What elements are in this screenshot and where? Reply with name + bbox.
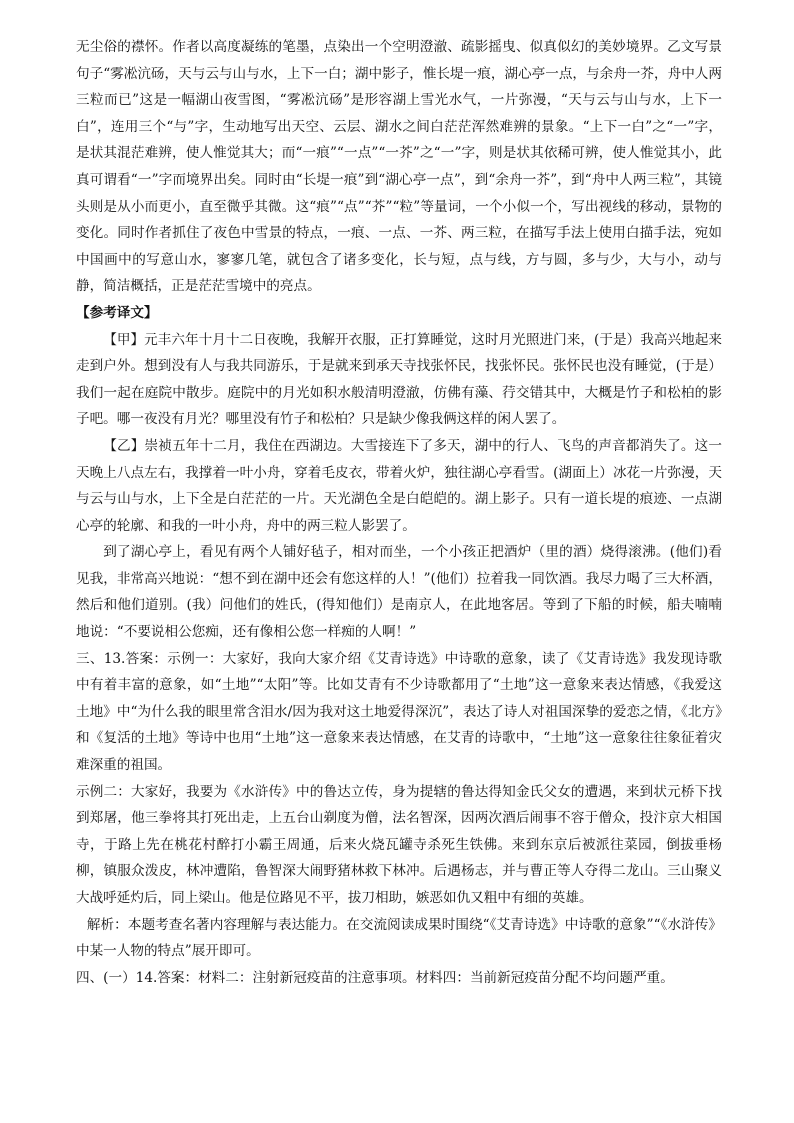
translation-paragraph-a: 【甲】元丰六年十月十二日夜晚，我解开衣服，正打算睡觉，这时月光照进门来，(于是）我高兴地起来走到户外。想到没有人与我共同游乐，于是就来到承天寺找张怀民，找张怀民。张怀民也没有睡觉，(于是）我们一起在庭院中散步。庭院中的月光如积水般清明澄澈，仿佛有藻、荇交错其中，大概是竹子和松柏的影子吧。哪一夜没有月光？哪里没有竹子和松柏？只是缺少像我俩这样的闲人罢了。 (76, 331, 722, 428)
translation-paragraph-b1: 【乙】崇祯五年十二月，我住在西湖边。大雪接连下了多天，湖中的行人、飞鸟的声音都消失了。这一天晚上八点左右，我撑着一叶小舟，穿着毛皮衣，带着火炉，独往湖心亭看雪。(湖面上）冰花一片弥漫，天与云与山与水，上下全是白茫茫的一片。天光湖色全是白皑皑的。湖上影子。只有一道长堤的痕迹、一点湖心亭的轮廓、和我的一叶小舟，舟中的两三粒人影罢了。 (76, 437, 722, 534)
answer-13-example-1: 三、13.答案：示例一：大家好，我向大家介绍《艾青诗选》中诗歌的意象，读了《艾青诗选》我发现诗歌中有着丰富的意象，如“土地”“太阳”等。比如艾青有不少诗歌都用了“土地”这一意象来表达情感，《我爱这土地》中“为什么我的眼里常含泪水/因为我对这土地爱得深沉”，表达了诗人对祖国深挚的爱恋之情，《北方》和《复活的土地》等诗中也用“土地”这一意象来表达情感，在艾青的诗歌中，“土地”这一意象往往象征着灾难深重的祖国。 (76, 650, 722, 774)
answer-13-example-2: 示例二：大家好，我要为《水浒传》中的鲁达立传，身为提辖的鲁达得知金氏父女的遭遇，来到状元桥下找到郑屠，他三拳将其打死出走，上五台山剃度为僧，法名智深，因两次酒后闹事不容于僧众，投汴京大相国寺，于路上先在桃花村醉打小霸王周通，后来火烧瓦罐寺杀死生铁佛。来到东京后被派往菜园，倒拔垂杨柳，镇服众泼皮，林冲遭陷，鲁智深大闹野猪林救下林冲。后遇杨志，并与曹正等人夺得二龙山。三山聚义大战呼延灼后，同上梁山。他是位路见不平，拔刀相助，嫉恶如仇又粗中有细的英雄。 (76, 783, 722, 906)
intro-analysis-paragraph: 无尘俗的襟怀。作者以高度凝练的笔墨，点染出一个空明澄澈、疏影摇曳、似真似幻的美妙境界。乙文写景句子“雾凇沆砀，天与云与山与水，上下一白；湖中影子，惟长堤一痕，湖心亭一点，与余舟一芥，舟中人两三粒而已”这是一幅湖山夜雪图，“雾凇沆砀”是形容湖上雪光水气，一片弥漫，“天与云与山与水，上下一白”，连用三个“与”字，生动地写出天空、云层、湖水之间白茫茫浑然难辨的景象。“上下一白”之“一”字，是状其混茫难辨，使人惟觉其大；而“一痕”“一点”“一芥”之“一”字，则是状其依稀可辨，使人惟觉其小，此真可谓看“一”字而境界出矣。同时由“长堤一痕”到“湖心亭一点”，到“余舟一芥”，到“舟中人两三粒”，其镜头则是从小而更小，直至微乎其微。这“痕”“点”“芥”“粒”等量词，一个小似一个，写出视线的移动，景物的变化。同时作者抓住了夜色中雪景的特点，一痕、一点、一芥、两三粒，在描写手法上使用白描手法，宛如中国画中的写意山水，寥寥几笔，就包含了诸多变化，长与短，点与线，方与圆，多与少，大与小，动与静，简洁概括，正是茫茫雪境中的亮点。 (76, 39, 722, 295)
document-page (76, 34, 722, 991)
answer-13-analysis: 解析：本题考查名著内容理解与表达能力。在交流阅读成果时围绕“《艾青诗选》中诗歌的意象”“《水浒传》中某一人物的特点”展开即可。 (76, 916, 722, 960)
translation-paragraph-b2: 到了湖心亭上，看见有两个人铺好毡子，相对而坐，一个小孩正把酒炉（里的酒）烧得滚沸。(他们)看见我，非常高兴地说：“想不到在湖中还会有您这样的人！”(他们）拉着我一同饮酒。我尽力喝了三大杯酒，然后和他们道别。(我）问他们的姓氏，(得知他们）是南京人，在此地客居。等到了下船的时候，船夫喃喃地说：“不要说相公您痴，还有像相公您一样痴的人啊！” (76, 544, 722, 641)
answer-14: 四、(一）14.答案：材料二：注射新冠疫苗的注意事项。材料四：当前新冠疫苗分配不均问题严重。 (76, 969, 674, 986)
translation-heading: 【参考译文】 (76, 304, 158, 321)
